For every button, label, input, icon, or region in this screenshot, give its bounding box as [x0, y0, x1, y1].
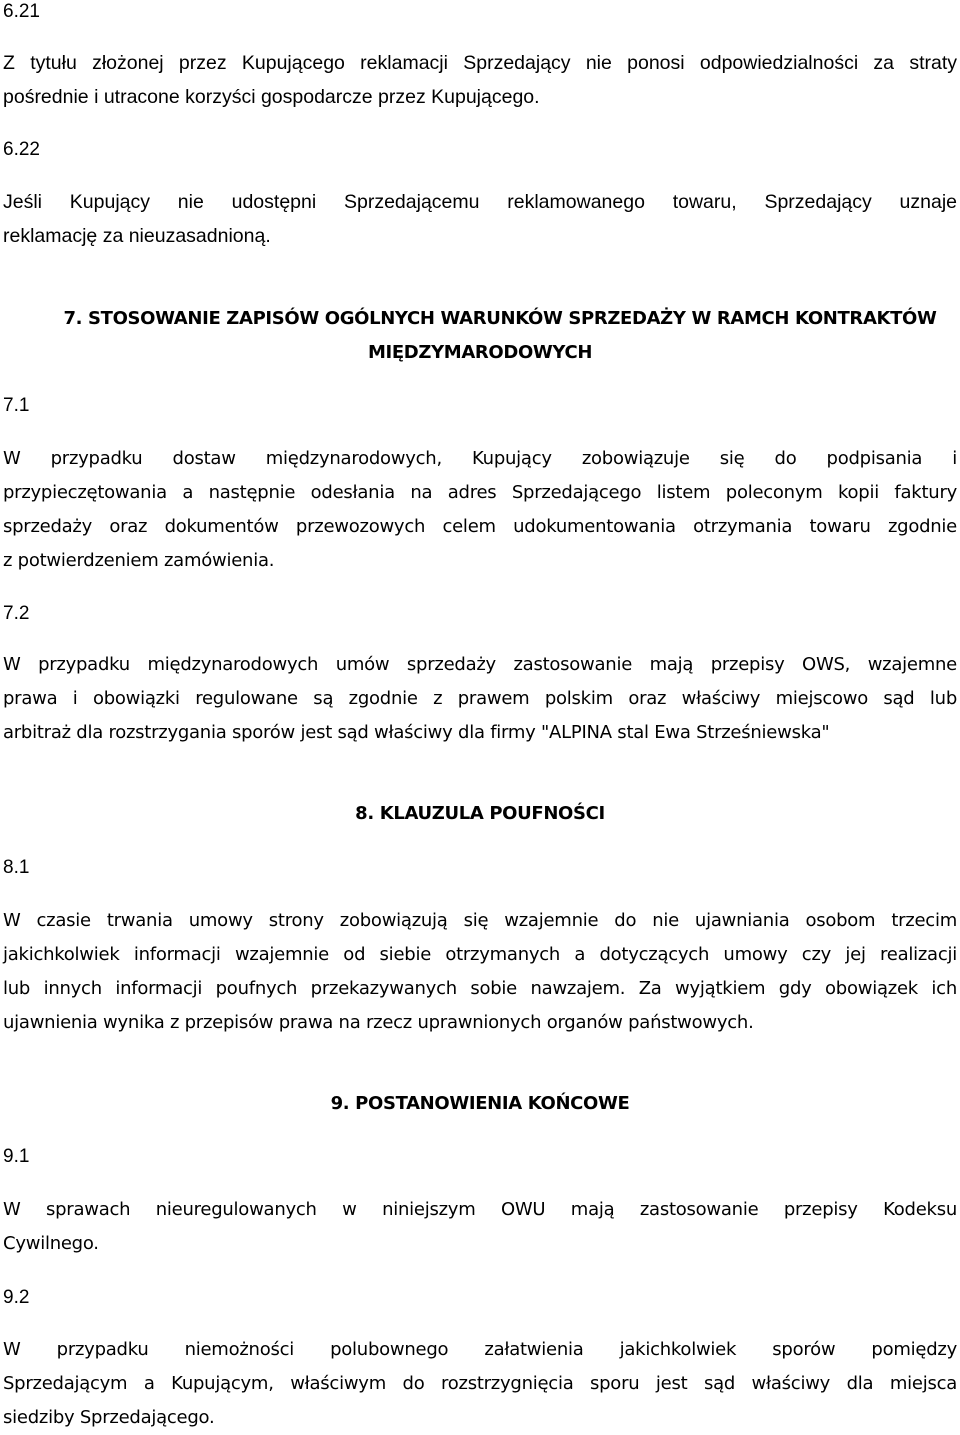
paragraph-line: pośrednie i utracone korzyści gospodarcze przez Kupującego. [3, 86, 540, 108]
paragraph-line: reklamację za nieuzasadnioną. [3, 225, 271, 247]
paragraph-line: z potwierdzeniem zamówienia. [3, 550, 275, 571]
paragraph-6-22 [3, 185, 957, 253]
paragraph-line: ujawnienia wynika z przepisów prawa na rzecz uprawnionych organów państwowych. [3, 1012, 754, 1033]
section-heading-7-continued: MIĘDZYMARODOWYCH [367, 342, 593, 363]
paragraph-line: przypieczętowania a następnie odesłania na adres Sprzedającego listem poleconym kopii faktury [3, 482, 957, 503]
section-number-6-21: 6.21 [3, 1, 40, 22]
paragraph-line: W przypadku niemożności polubownego załatwienia jakichkolwiek sporów pomiędzy [3, 1339, 957, 1360]
paragraph-line: arbitraż dla rozstrzygania sporów jest sąd właściwy dla firmy "ALPINA stal Ewa Strześniewska" [3, 722, 830, 743]
section-number-9-1: 9.1 [3, 1146, 30, 1167]
paragraph-line: W czasie trwania umowy strony zobowiązują się wzajemnie do nie ujawniania osobom trzecim [3, 910, 957, 931]
paragraph-line: sprzedaży oraz dokumentów przewozowych celem udokumentowania otrzymania towaru zgodnie [3, 516, 957, 537]
section-number-9-2: 9.2 [3, 1287, 30, 1308]
paragraph-8-1 [3, 904, 957, 1040]
paragraph-7-2 [3, 648, 957, 750]
section-number-8-1: 8.1 [3, 857, 30, 878]
paragraph-6-21 [3, 46, 957, 114]
paragraph-9-1 [3, 1193, 957, 1261]
paragraph-line: Cywilnego. [3, 1233, 99, 1254]
paragraph-line: W sprawach nieuregulowanych w niniejszym OWU mają zastosowanie przepisy Kodeksu [3, 1199, 957, 1220]
paragraph-line: Jeśli Kupujący nie udostępni Sprzedającemu reklamowanego towaru, Sprzedający uznaje [3, 191, 957, 213]
paragraph-7-1 [3, 442, 957, 578]
section-number-7-1: 7.1 [3, 395, 30, 416]
paragraph-line: W przypadku dostaw międzynarodowych, Kupujący zobowiązuje się do podpisania i [3, 448, 957, 469]
paragraph-line: prawa i obowiązki regulowane są zgodnie z prawem polskim oraz właściwy miejscowo sąd lub [3, 688, 957, 709]
paragraph-line: Sprzedającym a Kupującym, właściwym do rozstrzygnięcia sporu jest sąd właściwy dla miejsca [3, 1373, 957, 1394]
paragraph-line: siedziby Sprzedającego. [3, 1407, 215, 1428]
section-number-6-22: 6.22 [3, 139, 40, 160]
section-number-7-2: 7.2 [3, 603, 30, 624]
section-heading-8: 8. KLAUZULA POUFNOŚCI [355, 803, 605, 824]
paragraph-line: jakichkolwiek informacji wzajemnie od siebie otrzymanych a dotyczących umowy czy jej realizacji [3, 944, 957, 965]
paragraph-line: W przypadku międzynarodowych umów sprzedaży zastosowanie mają przepisy OWS, wzajemne [3, 654, 957, 675]
paragraph-9-2 [3, 1333, 957, 1435]
paragraph-line: Z tytułu złożonej przez Kupującego reklamacji Sprzedający nie ponosi odpowiedzialności za straty [3, 52, 957, 74]
section-heading-7: 7. STOSOWANIE ZAPISÓW OGÓLNYCH WARUNKÓW SPRZEDAŻY W RAMCH KONTRAKTÓW [63, 308, 937, 329]
paragraph-line: lub innych informacji poufnych przekazywanych sobie nawzajem. Za wyjątkiem gdy obowiązek ich [3, 978, 957, 999]
section-heading-9: 9. POSTANOWIENIA KOŃCOWE [330, 1093, 630, 1114]
